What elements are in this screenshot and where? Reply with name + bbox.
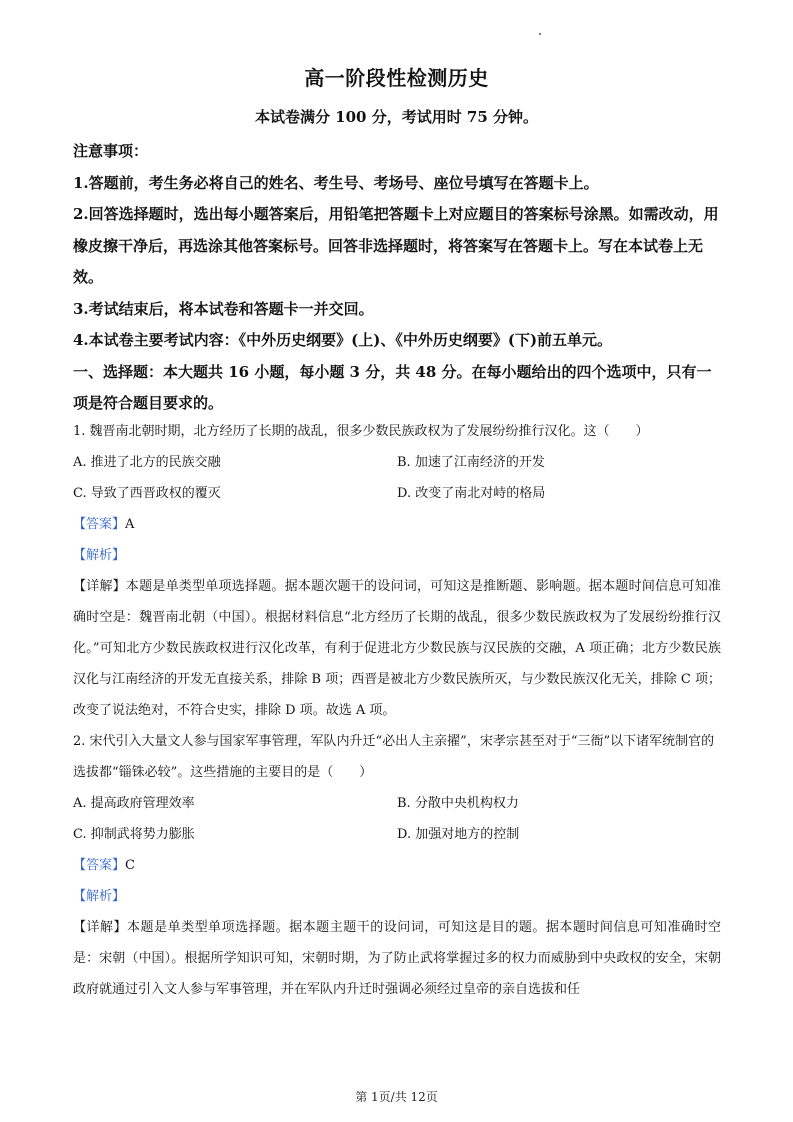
note-item: 3.考试结束后，将本试卷和答题卡一并交回。 [73, 299, 374, 318]
option-b: B. 加速了江南经济的开发 [397, 455, 545, 470]
page-number: 第 1页/共 12页 [355, 1090, 438, 1104]
option-list [73, 788, 721, 850]
answer-line [73, 509, 721, 540]
option-a: A. 提高政府管理效率 [73, 796, 195, 811]
analysis-line [73, 540, 721, 571]
analysis-line [73, 881, 721, 912]
scan-dot [539, 33, 541, 35]
option-a: A. 推进了北方的民族交融 [73, 455, 221, 470]
option-c: C. 抑制武将势力膨胀 [73, 827, 195, 842]
exam-info: 本试卷满分 100 分，考试用时 75 分钟。 [254, 108, 539, 126]
question-stem: 1. 魏晋南北朝时期，北方经历了长期的战乱，很多少数民族政权为了发展纷纷推行汉化。这（ ） [73, 424, 649, 439]
page-title: 高一阶段性检测历史 [304, 66, 489, 90]
detail-body: 本题是单类型单项选择题。据本题主题干的设问词，可知这是目的题。据本题时间信息可知准确时空是：宋朝（中国）。根据所学知识可知，宋朝时期，为了防止武将掌握过多的权力而威胁到中央政权的安全，宋朝政府就通过引入文人参与军事管理，并在军队内升迁时强调必须经过皇帝的亲自选拔和任 [73, 920, 721, 997]
detail-text [73, 912, 721, 1005]
option-b: B. 分散中央机构权力 [397, 796, 519, 811]
answer-tag: 【答案】 [73, 858, 126, 873]
notes-section [73, 136, 721, 420]
option-c: C. 导致了西晋政权的覆灭 [73, 486, 221, 501]
note-item: 1.答题前，考生务必将自己的姓名、考生号、考场号、座位号填写在答题卡上。 [73, 173, 599, 192]
detail-tag: 【详解】 [73, 579, 126, 594]
section-heading: 一、选择题：本大题共 16 小题，每小题 3 分，共 48 分。在每小题给出的四个选项中，只有一项是符合题目要求的。 [73, 362, 712, 412]
option-d: D. 加强对地方的控制 [397, 827, 520, 842]
detail-body: 本题是单类型单项选择题。据本题次题干的设问词，可知这是推断题、影响题。据本题时间信息可知准确时空是：魏晋南北朝（中国）。根据材料信息“北方经历了长期的战乱，很多少数民族政权为了发展纷纷推行汉化。”可知北方少数民族政权进行汉化改革，有利于促进北方少数民族与汉民族的交融，A 项正确；北方少数民族汉化与江南经济的开发无直接关系，排除 B 项；西晋是被北方少数民族所灭，与少数民族汉化无关，排除 C 项；改变了说法绝对，不符合史实，排除 D 项。故选 A 项。 [73, 579, 721, 718]
detail-tag: 【详解】 [73, 920, 128, 935]
option-list [73, 447, 721, 509]
answer-value: C [125, 858, 135, 873]
question-1 [73, 416, 721, 726]
answer-line [73, 850, 721, 881]
questions-list [73, 416, 721, 1005]
analysis-tag: 【解析】 [73, 548, 126, 563]
question-2 [73, 726, 721, 1005]
note-item: 4.本试卷主要考试内容：《中外历史纲要》(上)、《中外历史纲要》(下)前五单元。 [73, 331, 613, 349]
question-stem: 2. 宋代引入大量文人参与国家军事管理，军队内升迁“必出人主亲擢”，宋孝宗甚至对于“三衙”以下诸军统制官的选拔都“锱铢必较”。这些措施的主要目的是（ ） [73, 734, 715, 780]
answer-value: A [125, 517, 135, 532]
option-d: D. 改变了南北对峙的格局 [397, 486, 546, 501]
answer-tag: 【答案】 [73, 517, 126, 532]
note-item: 2.回答选择题时，选出每小题答案后，用铅笔把答题卡上对应题目的答案标号涂黑。如需改动，用橡皮擦干净后，再选涂其他答案标号。回答非选择题时，将答案写在答题卡上。写在本试卷上无效。 [73, 205, 719, 286]
notes-heading: 注意事项： [73, 142, 149, 160]
detail-text [73, 571, 721, 726]
analysis-tag: 【解析】 [73, 889, 126, 904]
